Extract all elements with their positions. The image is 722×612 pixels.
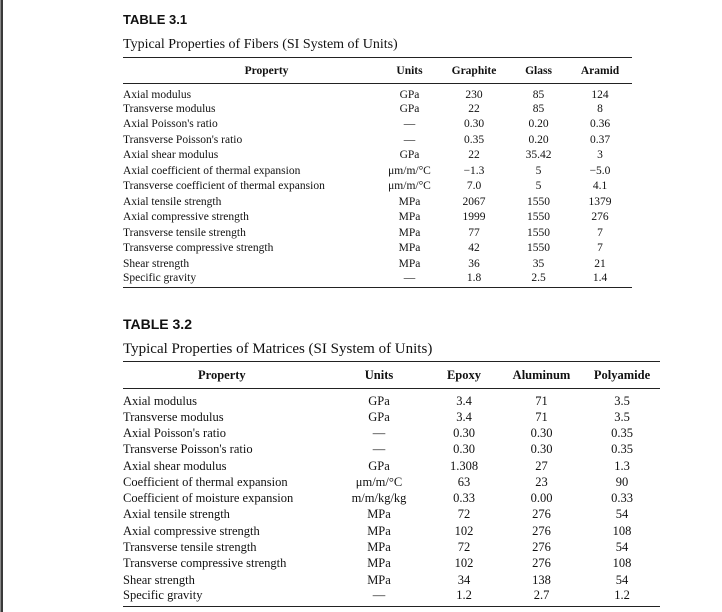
value-cell: 22	[468, 149, 480, 162]
value-cell: 54	[615, 540, 629, 555]
value-cell: 1550	[527, 211, 550, 224]
table-row	[123, 132, 632, 148]
matrix-properties-table	[123, 361, 660, 607]
units-cell: MPa	[367, 507, 391, 522]
table-row	[123, 148, 632, 164]
property-cell: Coefficient of moisture expansion	[123, 491, 294, 506]
value-cell: 1999	[462, 211, 486, 224]
fiber-properties-table	[123, 57, 632, 288]
header-property: Property	[123, 58, 380, 84]
table-row	[123, 272, 632, 288]
property-cell: Transverse tensile strength	[123, 540, 257, 555]
value-cell: 54	[615, 572, 629, 587]
value-cell: 2.5	[509, 272, 568, 288]
value-cell: 3.4	[456, 394, 472, 408]
property-cell: Axial modulus	[123, 394, 197, 408]
table-row	[123, 442, 660, 458]
value-cell: 3	[597, 149, 603, 162]
value-cell: 1.2	[584, 588, 660, 607]
value-cell: 276	[532, 507, 551, 522]
units-cell: μm/m/°C	[388, 164, 431, 177]
value-cell: 21	[594, 257, 606, 270]
table-row	[123, 163, 632, 179]
table2-caption: Typical Properties of Matrices (SI System of Units)	[123, 341, 433, 357]
units-cell: MPa	[367, 556, 391, 571]
property-cell: Shear strength	[123, 572, 195, 587]
units-cell: GPa	[399, 89, 420, 101]
window-edge-highlight	[0, 0, 1, 612]
property-cell: Transverse tensile strength	[123, 226, 246, 239]
value-cell: 23	[535, 474, 548, 489]
property-cell: Axial tensile strength	[123, 507, 230, 522]
value-cell: 3.5	[614, 394, 630, 408]
value-cell: 1.308	[449, 458, 479, 473]
value-cell: 4.1	[592, 180, 608, 193]
units-cell: MPa	[398, 195, 421, 208]
table-row	[123, 409, 660, 425]
value-cell: 102	[454, 556, 474, 571]
value-cell: 35	[532, 257, 545, 270]
units-cell: GPa	[368, 394, 390, 408]
property-cell: Transverse modulus	[123, 409, 224, 424]
value-cell: 108	[612, 523, 632, 538]
value-cell: 0.36	[589, 118, 611, 131]
header-units: Units	[380, 58, 439, 84]
table-row	[123, 389, 660, 410]
property-cell: Transverse coefficient of thermal expansion	[123, 180, 325, 193]
units-cell: MPa	[398, 242, 421, 255]
units-cell: m/m/kg/kg	[351, 491, 407, 506]
units-cell: MPa	[398, 211, 421, 224]
units-cell: GPa	[399, 102, 420, 115]
value-cell: 7	[597, 226, 603, 239]
table-row	[123, 572, 660, 588]
header-polyamide: Polyamide	[584, 362, 660, 389]
value-cell: 0.33	[453, 491, 475, 506]
units-cell: —	[380, 272, 439, 288]
value-cell: 0.37	[589, 133, 611, 146]
units-cell: GPa	[368, 409, 390, 424]
value-cell: 22	[468, 102, 480, 115]
value-cell: 72	[457, 507, 471, 522]
value-cell: 2.7	[499, 588, 584, 607]
value-cell: 0.35	[611, 442, 633, 457]
value-cell: 2067	[462, 195, 486, 208]
property-cell: Shear strength	[123, 257, 190, 270]
value-cell: 7.0	[466, 180, 482, 193]
units-cell: —	[403, 133, 416, 146]
value-cell: 276	[532, 556, 551, 571]
header-glass: Glass	[509, 58, 568, 84]
units-cell: μm/m/°C	[388, 180, 431, 193]
value-cell: 276	[532, 540, 551, 555]
table-row	[123, 194, 632, 210]
units-cell: MPa	[398, 257, 421, 270]
value-cell: 0.35	[463, 133, 485, 146]
value-cell: 1550	[527, 195, 550, 208]
value-cell: 36	[468, 257, 480, 270]
units-cell: MPa	[367, 572, 391, 587]
value-cell: 108	[612, 556, 632, 571]
value-cell: 1379	[588, 195, 612, 208]
table1-label: TABLE 3.1	[123, 12, 188, 27]
property-cell: Specific gravity	[123, 588, 329, 607]
value-cell: 71	[535, 394, 548, 408]
value-cell: 230	[465, 89, 483, 101]
property-cell: Axial shear modulus	[123, 149, 219, 162]
units-cell: —	[372, 425, 386, 440]
property-cell: Axial coefficient of thermal expansion	[123, 164, 301, 177]
table-header-row	[123, 58, 632, 84]
value-cell: 35.42	[525, 149, 552, 162]
table-row	[123, 256, 632, 272]
value-cell: 77	[468, 226, 480, 239]
value-cell: 54	[615, 507, 629, 522]
units-cell: MPa	[367, 540, 391, 555]
value-cell: 276	[591, 211, 609, 224]
table-row	[123, 507, 660, 523]
property-cell: Specific gravity	[123, 272, 380, 288]
property-cell: Axial modulus	[123, 89, 192, 101]
value-cell: 102	[454, 523, 474, 538]
property-cell: Transverse compressive strength	[123, 242, 274, 255]
value-cell: 0.30	[530, 442, 553, 457]
value-cell: 90	[615, 474, 629, 489]
header-units: Units	[329, 362, 429, 389]
header-epoxy: Epoxy	[429, 362, 499, 389]
value-cell: 1.8	[439, 272, 509, 288]
value-cell: 5	[535, 164, 542, 177]
value-cell: 63	[457, 474, 471, 489]
value-cell: 85	[532, 102, 545, 115]
property-cell: Axial shear modulus	[123, 458, 227, 473]
value-cell: 1.4	[568, 272, 632, 288]
table-row	[123, 101, 632, 117]
table-row	[123, 458, 660, 474]
table-row	[123, 490, 660, 506]
table-row	[123, 210, 632, 226]
value-cell: 124	[591, 89, 609, 101]
table-row	[123, 179, 632, 195]
header-graphite: Graphite	[439, 58, 509, 84]
value-cell: 27	[535, 458, 548, 473]
value-cell: 3.4	[456, 409, 472, 424]
table1-caption: Typical Properties of Fibers (SI System of Units)	[123, 37, 398, 52]
value-cell: −5.0	[589, 164, 611, 177]
property-cell: Coefficient of thermal expansion	[123, 474, 288, 489]
value-cell: 0.33	[611, 491, 633, 506]
property-cell: Transverse modulus	[123, 102, 216, 115]
value-cell: 5	[535, 180, 542, 193]
table-row	[123, 117, 632, 133]
value-cell: 42	[468, 242, 480, 255]
property-cell: Transverse Poisson's ratio	[123, 442, 253, 457]
units-cell: —	[403, 118, 416, 131]
value-cell: 1550	[527, 226, 550, 239]
value-cell: 1550	[527, 242, 550, 255]
property-cell: Axial Poisson's ratio	[123, 425, 226, 440]
property-cell: Transverse Poisson's ratio	[123, 133, 243, 146]
table-header-row	[123, 362, 660, 389]
units-cell: GPa	[368, 458, 390, 473]
value-cell: 1.2	[429, 588, 499, 607]
header-property: Property	[123, 362, 329, 389]
value-cell: 0.30	[530, 425, 553, 440]
units-cell: —	[372, 442, 386, 457]
value-cell: 71	[535, 409, 548, 424]
value-cell: 3.5	[614, 409, 630, 424]
table-row	[123, 474, 660, 490]
value-cell: 138	[532, 572, 551, 587]
value-cell: 0.20	[528, 133, 549, 146]
value-cell: 0.30	[453, 442, 475, 457]
table-row	[123, 556, 660, 572]
value-cell: 0.35	[611, 425, 633, 440]
property-cell: Axial Poisson's ratio	[123, 118, 218, 131]
table-row	[123, 425, 660, 441]
units-cell: MPa	[398, 226, 421, 239]
value-cell: −1.3	[463, 164, 485, 177]
units-cell: MPa	[367, 523, 391, 538]
property-cell: Axial compressive strength	[123, 523, 260, 538]
value-cell: 0.30	[453, 425, 475, 440]
header-aramid: Aramid	[568, 58, 632, 84]
property-cell: Axial compressive strength	[123, 211, 249, 224]
table2-label: TABLE 3.2	[123, 316, 192, 332]
value-cell: 85	[532, 89, 545, 101]
value-cell: 7	[597, 242, 603, 255]
header-aluminum: Aluminum	[499, 362, 584, 389]
table-row	[123, 539, 660, 555]
table-row	[123, 588, 660, 607]
value-cell: 0.00	[530, 491, 553, 506]
units-cell: —	[329, 588, 429, 607]
table-row	[123, 241, 632, 257]
value-cell: 1.3	[614, 458, 630, 473]
property-cell: Transverse compressive strength	[123, 556, 287, 571]
value-cell: 34	[457, 572, 471, 587]
property-cell: Axial tensile strength	[123, 195, 222, 208]
value-cell: 0.20	[528, 118, 549, 131]
value-cell: 276	[532, 523, 551, 538]
table-row	[123, 523, 660, 539]
units-cell: μm/m/°C	[355, 474, 403, 489]
value-cell: 8	[597, 102, 603, 115]
units-cell: GPa	[399, 149, 420, 162]
value-cell: 0.30	[463, 118, 485, 131]
table-row	[123, 225, 632, 241]
table-row	[123, 84, 632, 102]
value-cell: 72	[457, 540, 471, 555]
